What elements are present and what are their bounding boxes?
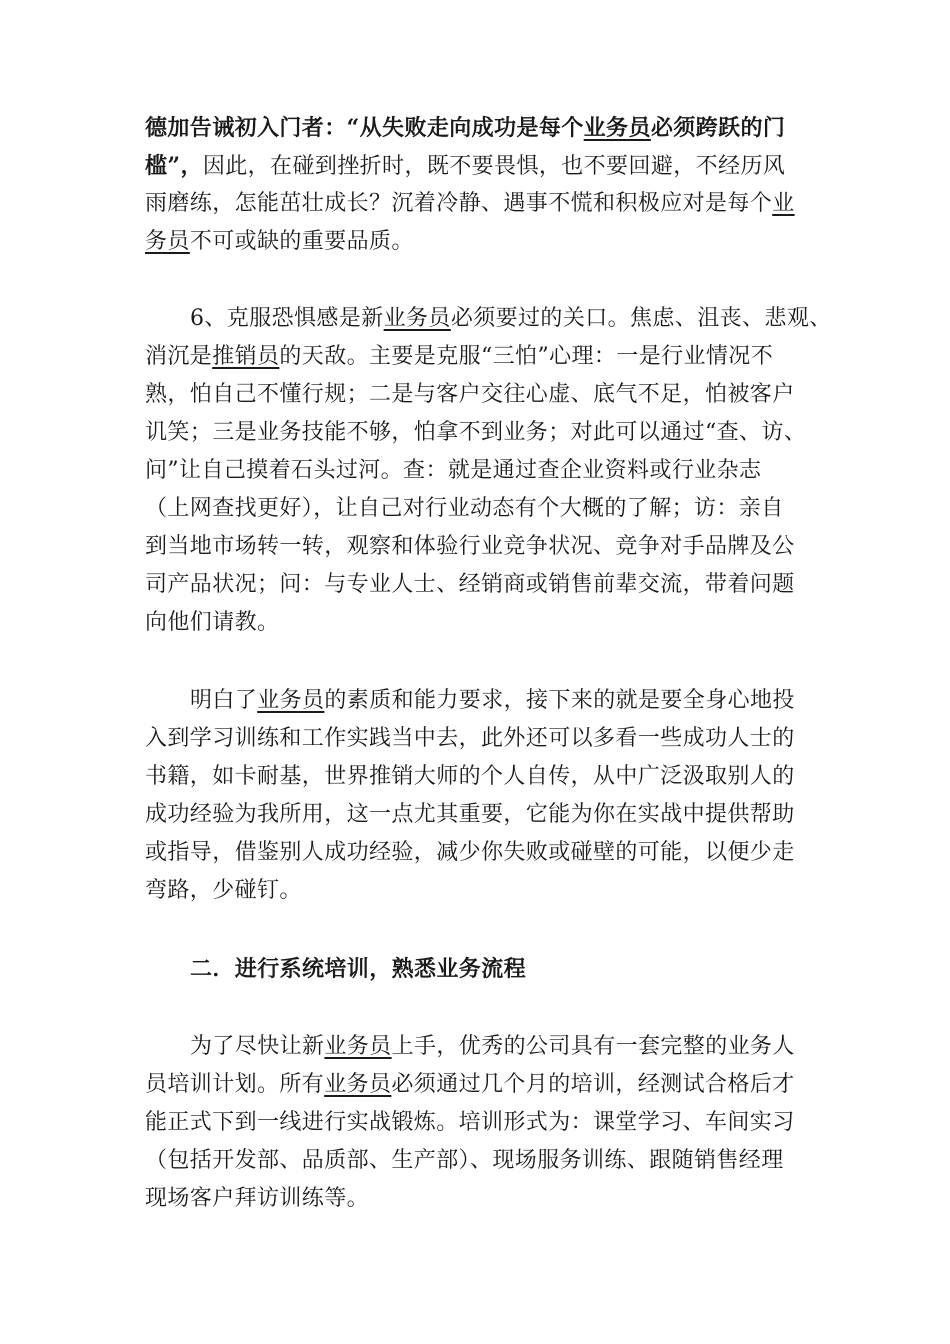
p4-text: 员培训计划。所有 [145,1072,325,1097]
p2-line-5: 问”让自己摸着石头过河。查：就是通过查企业资料或行业杂志 [145,458,762,483]
p2-line-2 [145,342,773,372]
p4-line-1 [190,1032,795,1062]
p4-text: 上手，优秀的公司具有一套完整的业务人 [391,1034,795,1059]
p2-text: 消沉是 [145,344,213,369]
p1-line-4 [145,227,414,257]
term-salesperson: 业 [772,191,795,216]
p1-text: 雨磨练，怎能茁壮成长？沉着冷静、遇事不慌和积极应对是每个 [145,191,773,216]
p1-line-1 [145,113,785,144]
p3-line-2: 入到学习训练和工作实践当中去，此外还可以多看一些成功人士的 [145,726,795,751]
p1-line-3 [145,189,795,219]
p3-line-6: 弯路，少碰钉。 [145,878,302,903]
term-salesperson: 业务员 [383,306,451,331]
p2-text: 的天敌。主要是克服“三怕”心理：一是行业情况不 [279,344,774,369]
p2-line-7: 到当地市场转一转，观察和体验行业竞争状况、竞争对手品牌及公 [145,534,795,559]
p1-line-2 [145,151,785,182]
p4-text: 为了尽快让新 [190,1034,325,1059]
term-salesperson: 业务员 [583,115,651,141]
p2-line-8: 司产品状况；问：与专业人士、经销商或销售前辈交流，带着问题 [145,572,795,597]
p3-text: 明白了 [190,688,258,713]
term-salesperson: 业务员 [324,1034,392,1059]
p2-line-3: 熟，怕自己不懂行规；二是与客户交往心虚、底气不足，怕被客户 [145,382,795,407]
p3-line-5: 或指导，借鉴别人成功经验，减少你失败或碰壁的可能，以便少走 [145,840,795,865]
p2-text: 6、克服恐惧感是新 [190,306,384,331]
p4-line-3: 能正式下到一线进行实战锻炼。培训形式为：课堂学习、车间实习 [145,1110,795,1135]
term-salesperson: 业务员 [324,1072,392,1097]
p4-line-5: 现场客户拜访训练等。 [145,1186,370,1211]
p2-line-9: 向他们请教。 [145,610,280,635]
term-salesperson: 务员 [145,229,190,254]
p2-text: 必须要过的关口。焦虑、沮丧、悲观、 [450,306,832,331]
p3-line-1 [190,686,795,716]
p2-line-4: 讥笑；三是业务技能不够，怕拿不到业务；对此可以通过“查、访、 [145,420,807,445]
term-promoter: 推销员 [212,344,280,369]
p3-line-4: 成功经验为我所用，这一点尤其重要，它能为你在实战中提供帮助 [145,802,795,827]
p1-bold-text: 槛”， [145,153,203,179]
term-salesperson: 业务员 [257,688,325,713]
section-heading: 二．进行系统培训，熟悉业务流程 [190,956,527,982]
p1-text: 不可或缺的重要品质。 [189,229,414,254]
p4-line-4: （包括开发部、品质部、生产部）、现场服务训练、跟随销售经理 [145,1148,784,1173]
p3-line-3: 书籍，如卡耐基，世界推销大师的个人自传，从中广泛汲取别人的 [145,764,795,789]
p4-text: 必须通过几个月的培训，经测试合格后才 [391,1072,795,1097]
p1-bold-text: 必须跨跃的门 [650,115,786,141]
p3-text: 的素质和能力要求，接下来的就是要全身心地投 [324,688,795,713]
p1-bold-text: 德加告诫初入门者：“从失败走向成功是每个 [145,115,584,141]
p2-line-1 [190,304,832,334]
p2-line-6: （上网查找更好），让自己对行业动态有个大概的了解；访：亲自 [145,496,784,521]
p4-line-2 [145,1070,795,1100]
p1-text: 因此，在碰到挫折时，既不要畏惧，也不要回避，不经历风 [202,154,786,179]
